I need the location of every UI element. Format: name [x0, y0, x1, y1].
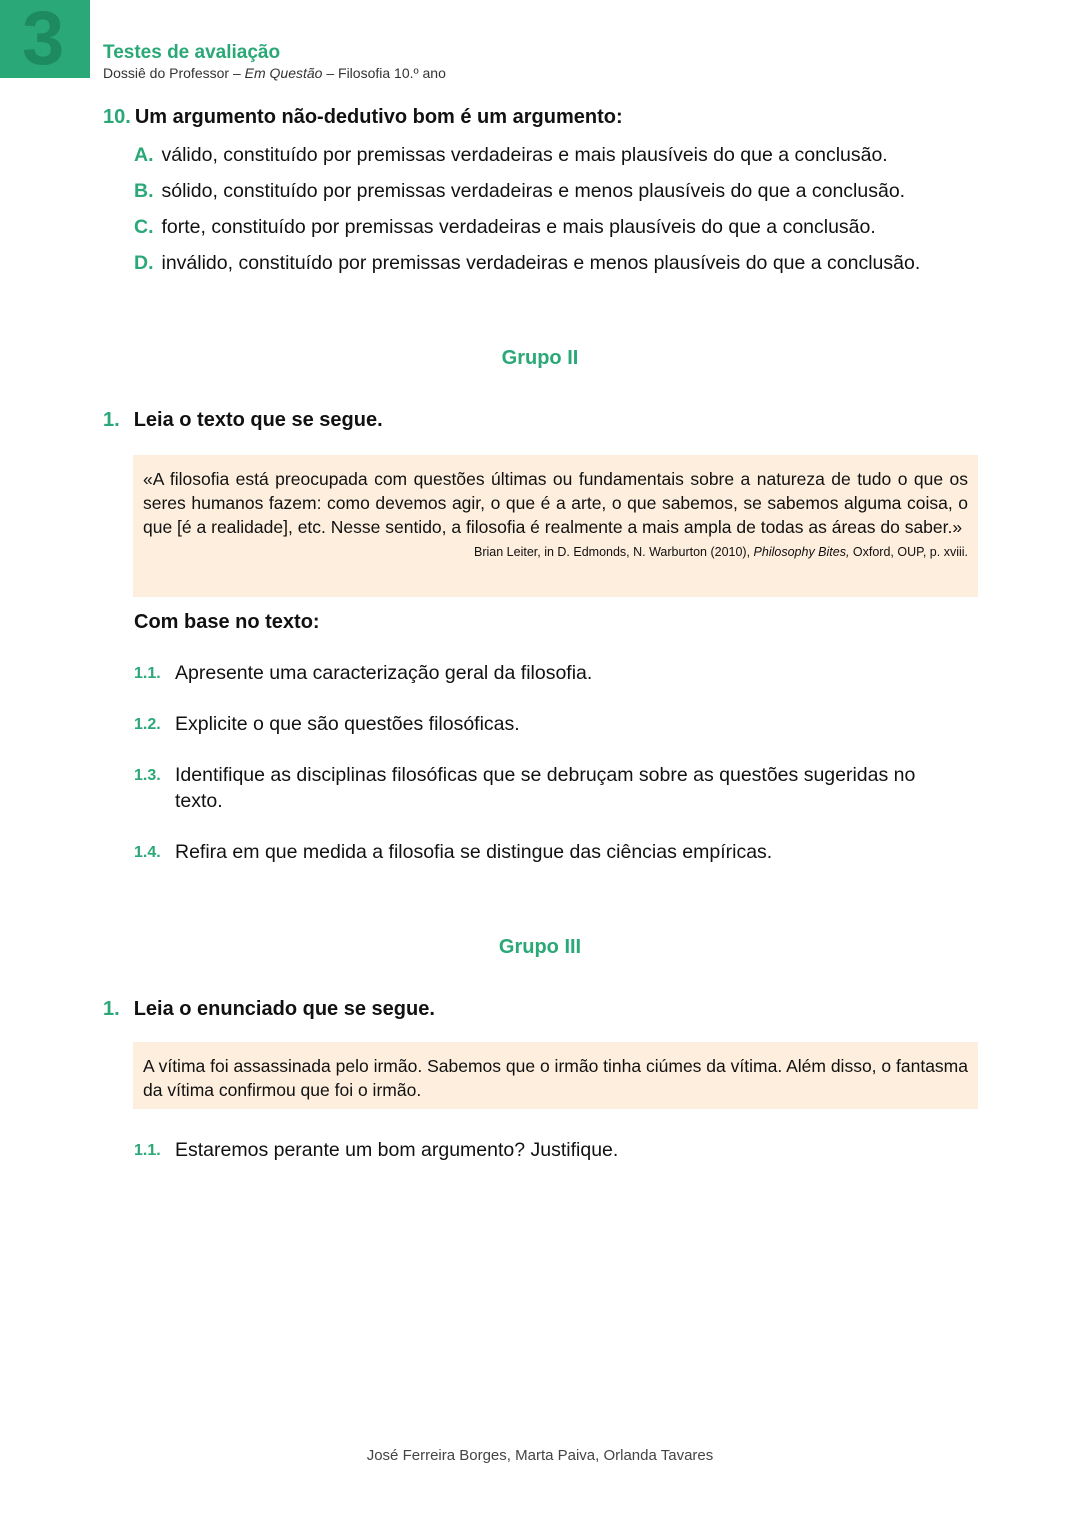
- footer-authors: José Ferreira Borges, Marta Paiva, Orlanda Tavares: [366, 1447, 714, 1464]
- question-text: Um argumento não-dedutivo bom é um argumento:: [134, 106, 623, 128]
- quote-source-suffix: Oxford, OUP, p. xviii.: [849, 545, 968, 559]
- question-number: 1.: [103, 998, 120, 1020]
- option-b: [134, 180, 905, 203]
- option-a: [134, 144, 888, 167]
- subquestion-1-1: [134, 660, 964, 686]
- option-letter: C.: [134, 216, 154, 238]
- subquestion-text: Refira em que medida a filosofia se distingue das ciências empíricas.: [175, 841, 773, 863]
- question-number: 10.: [103, 106, 131, 128]
- group-3-title: Grupo III: [498, 936, 582, 958]
- quote-text: «A filosofia está preocupada com questões últimas ou fundamentais sobre a natureza de tudo o que os seres humanos fazem: como devemos agir, o que é a arte, o que sabemos, se sabemos alguma coisa, o que [é a realidade], etc. Nesse sentido, a filosofia é realmente a mais ampla de todas as áreas do saber.»: [143, 469, 968, 537]
- header-title: Testes de avaliação: [103, 42, 281, 63]
- option-text: válido, constituído por premissas verdadeiras e mais plausíveis do que a conclusão.: [161, 144, 888, 166]
- option-c: [134, 216, 876, 239]
- question-text: Leia o enunciado que se segue.: [133, 998, 435, 1020]
- header-subtitle: [103, 65, 446, 81]
- option-letter: B.: [134, 180, 154, 202]
- statement-text: A vítima foi assassinada pelo irmão. Sabemos que o irmão tinha ciúmes da vítima. Além disso, o fantasma da vítima confirmou que foi o irmão.: [143, 1056, 968, 1100]
- option-text: sólido, constituído por premissas verdadeiras e menos plausíveis do que a conclusão.: [161, 180, 906, 202]
- group-3-subquestion-1-1: [134, 1137, 964, 1163]
- subquestion-1-2: [134, 711, 964, 737]
- option-text: forte, constituído por premissas verdadeiras e mais plausíveis do que a conclusão.: [161, 216, 876, 238]
- header-subtitle-italic: Em Questão: [244, 65, 323, 81]
- option-letter: D.: [134, 252, 154, 274]
- question-number: 1.: [103, 409, 120, 431]
- option-d: [134, 252, 920, 275]
- subquestion-text: Estaremos perante um bom argumento? Justifique.: [175, 1139, 619, 1161]
- group-2-question-1: [103, 409, 383, 432]
- statement-box: [133, 1042, 978, 1109]
- subquestion-number: 1.2.: [134, 716, 161, 733]
- group-2-title: Grupo II: [501, 347, 579, 369]
- chapter-number: 3: [22, 0, 65, 78]
- subquestion-text: Identifique as disciplinas filosóficas que se debruçam sobre as questões sugeridas no texto.: [175, 764, 916, 812]
- header-subtitle-prefix: Dossiê do Professor –: [103, 65, 245, 81]
- question-text: Leia o texto que se segue.: [133, 409, 383, 431]
- subquestion-number: 1.3.: [134, 767, 161, 784]
- subquestion-number: 1.1.: [134, 1142, 161, 1159]
- basis-heading: Com base no texto:: [134, 611, 320, 633]
- subquestion-text: Explicite o que são questões filosóficas.: [175, 713, 520, 735]
- header-subtitle-suffix: – Filosofia 10.º ano: [322, 65, 446, 81]
- chapter-tab: [0, 0, 90, 78]
- subquestion-number: 1.1.: [134, 665, 161, 682]
- question-10: [103, 106, 623, 129]
- option-letter: A.: [134, 144, 154, 166]
- subquestion-number: 1.4.: [134, 844, 161, 861]
- subquestion-text: Apresente uma caracterização geral da filosofia.: [175, 662, 593, 684]
- quote-source-italic: Philosophy Bites,: [753, 545, 850, 559]
- quote-box: [133, 455, 978, 597]
- quote-source-prefix: Brian Leiter, in D. Edmonds, N. Warburton (2010),: [474, 545, 754, 559]
- quote-source: [143, 545, 968, 559]
- subquestion-1-4: [134, 839, 964, 865]
- option-text: inválido, constituído por premissas verdadeiras e menos plausíveis do que a conclusão.: [161, 252, 921, 274]
- subquestion-1-3: [134, 762, 964, 814]
- group-3-question-1: [103, 998, 435, 1021]
